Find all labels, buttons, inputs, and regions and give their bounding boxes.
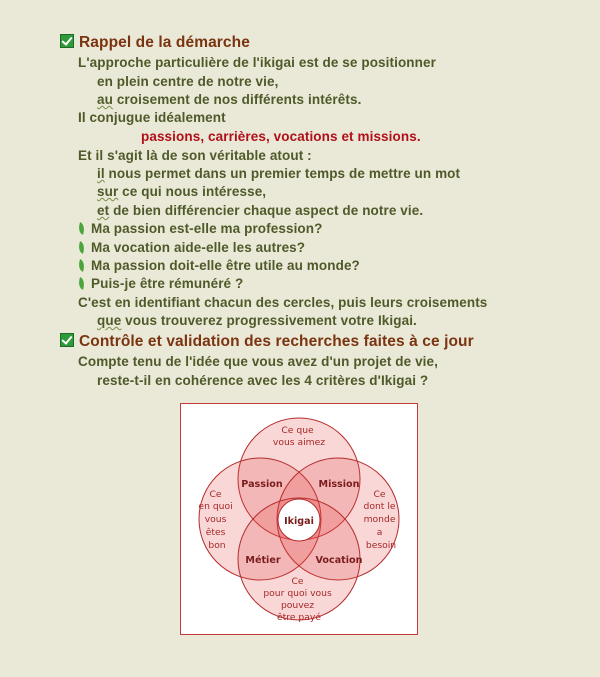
checkbox-icon	[60, 333, 74, 347]
text-line	[97, 184, 266, 199]
text-fragment: ce qui nous intéresse,	[118, 184, 267, 199]
bullet-item	[78, 258, 360, 273]
underlined-word: et	[97, 203, 110, 218]
bottom-text-line: pour quoi vous	[263, 588, 332, 599]
text-fragment: vous trouverez progressivement votre Ikigai.	[121, 313, 417, 328]
left-text-line: êtes	[205, 527, 226, 538]
right-text-line: dont le	[363, 501, 396, 512]
right-text-line: monde	[363, 514, 396, 525]
bullet-item	[78, 221, 322, 236]
ikigai-venn-svg	[181, 404, 417, 634]
bullet-item	[78, 240, 305, 255]
text-line: en plein centre de notre vie,	[97, 74, 279, 89]
left-text-line: en quoi	[198, 501, 233, 512]
top-text-line: Ce que	[281, 425, 314, 436]
bullet-text: Ma passion est-elle ma profession?	[91, 221, 323, 236]
bottom-text-line: Ce	[291, 576, 304, 587]
top-text-line: vous aimez	[272, 437, 326, 448]
label-ikigai: Ikigai	[284, 516, 314, 527]
bullet-item	[78, 276, 243, 291]
label-passion: Passion	[241, 479, 283, 490]
text-line: Et il s'agit là de son véritable atout :	[78, 148, 312, 163]
bottom-text-line: être payé	[277, 612, 321, 623]
text-fragment: nous permet dans un premier temps de mettre un mot	[104, 166, 461, 181]
label-metier: Métier	[245, 555, 281, 566]
underlined-word: il	[97, 166, 105, 181]
bullet-text: Ma vocation aide-elle les autres?	[91, 240, 306, 255]
text-line: C'est en identifiant chacun des cercles, puis leurs croisements	[78, 295, 488, 310]
label-mission: Mission	[318, 479, 360, 490]
section-heading-controle	[60, 333, 474, 351]
underlined-word: au	[97, 92, 113, 107]
text-line	[97, 313, 417, 328]
text-line	[97, 166, 460, 181]
text-line: reste-t-il en cohérence avec les 4 critères d'Ikigai ?	[97, 373, 429, 388]
leaf-bullet-icon	[76, 241, 86, 254]
bullet-text: Puis-je être rémunéré ?	[91, 276, 244, 291]
left-text-line: bon	[208, 540, 226, 551]
text-line	[97, 92, 361, 107]
leaf-bullet-icon	[76, 259, 86, 272]
ikigai-diagram	[180, 403, 418, 635]
leaf-bullet-icon	[76, 277, 86, 290]
bullet-text: Ma passion doit-elle être utile au monde?	[91, 258, 360, 273]
checkbox-icon	[60, 34, 74, 48]
label-vocation: Vocation	[315, 555, 363, 566]
leaf-bullet-icon	[76, 222, 86, 235]
right-text-line: a	[376, 527, 383, 538]
underlined-word: que	[97, 313, 122, 328]
highlight-line: passions, carrières, vocations et missions.	[141, 129, 421, 144]
right-text-line: Ce	[373, 489, 386, 500]
text-line	[97, 203, 423, 218]
text-line: Il conjugue idéalement	[78, 110, 226, 125]
text-line: Compte tenu de l'idée que vous avez d'un projet de vie,	[78, 354, 438, 369]
bottom-text-line: pouvez	[280, 600, 315, 611]
text-fragment: de bien différencier chaque aspect de notre vie.	[109, 203, 424, 218]
section-title: Rappel de la démarche	[79, 34, 250, 51]
section-heading-rappel	[60, 34, 250, 52]
right-text-line: besoin	[365, 540, 397, 551]
text-fragment: croisement de nos différents intérêts.	[112, 92, 362, 107]
left-text-line: vous	[204, 514, 227, 525]
text-line: L'approche particulière de l'ikigai est de se positionner	[78, 55, 436, 70]
section-title: Contrôle et validation des recherches faites à ce jour	[79, 333, 474, 350]
left-text-line: Ce	[209, 489, 222, 500]
underlined-word: sur	[97, 184, 119, 199]
